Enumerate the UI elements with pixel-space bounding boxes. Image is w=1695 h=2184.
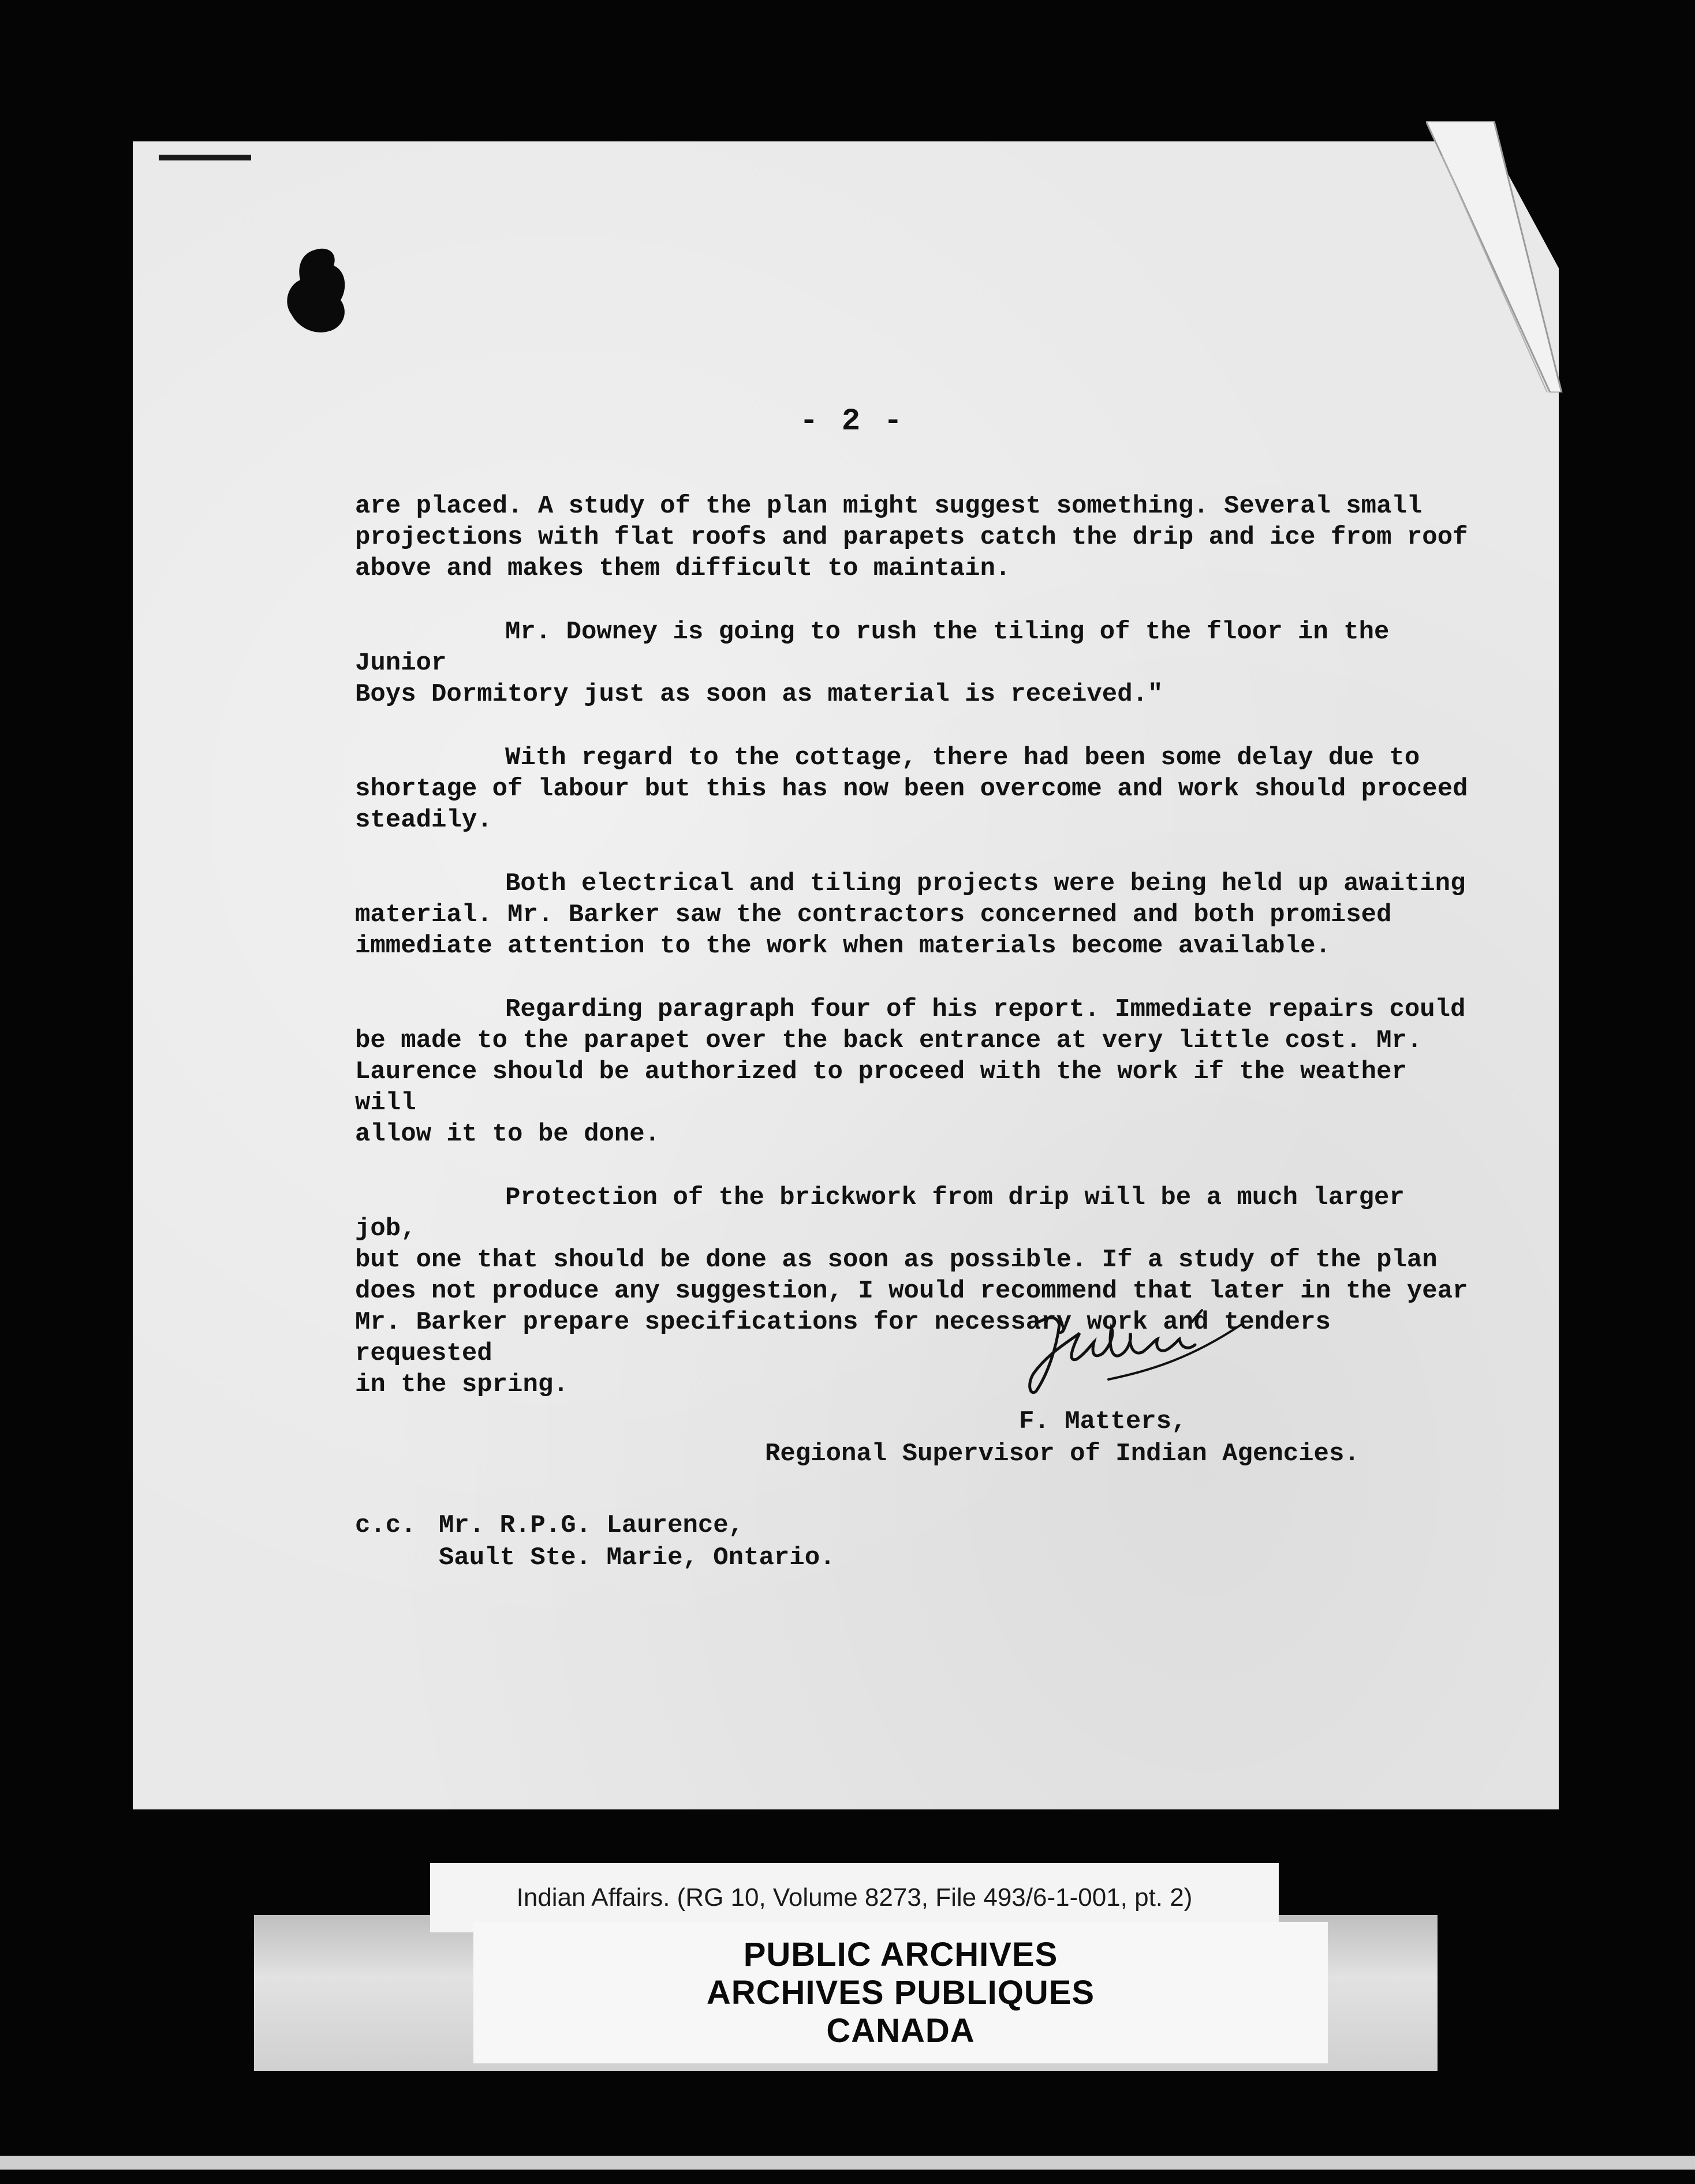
archive-stamp-line: CANADA [826, 2011, 975, 2050]
archive-stamp [473, 1922, 1328, 2063]
signatory-title: Regional Supervisor of Indian Agencies. [765, 1439, 1360, 1468]
letter-body [355, 491, 1469, 1433]
paragraph: Protection of the brickwork from drip will be a much larger job, but one that should be done as soon as possible. If a study of the plan does not produce any suggestion, I would recommend that later in the year Mr. Barker prepare specifications for necessary work and tenders requested in the spring. [355, 1183, 1468, 1399]
signatory-name: F. Matters, [1019, 1407, 1187, 1436]
signatory-block [765, 1405, 1360, 1470]
cc-address: Sault Ste. Marie, Ontario. [439, 1543, 835, 1572]
paragraph: Regarding paragraph four of his report. Immediate repairs could be made to the parapet over the back entrance at very little cost. Mr. Laurence should be authorized to proceed with the work if the weather will allow it to be done. [355, 995, 1466, 1149]
paragraph: are placed. A study of the plan might suggest something. Several small projections with flat roofs and parapets catch the drip and ice from roof above and makes them difficult to maintain. [355, 492, 1468, 583]
margin-dash-mark [159, 155, 251, 160]
cc-recipient: Mr. R.P.G. Laurence, [439, 1511, 744, 1540]
archive-reference-label: Indian Affairs. (RG 10, Volume 8273, File 493/6-1-001, pt. 2) [430, 1863, 1279, 1932]
paragraph: Both electrical and tiling projects were being held up awaiting material. Mr. Barker saw the contractors concerned and both promised immediate attention to the work when materials become available. [355, 869, 1466, 960]
archive-stamp-line: ARCHIVES PUBLIQUES [706, 1973, 1095, 2011]
film-edge [0, 2156, 1695, 2170]
carbon-copy-block [355, 1509, 835, 1574]
paragraph: Mr. Downey is going to rush the tiling of the floor in the Junior Boys Dormitory just as soon as material is received." [355, 618, 1390, 709]
paragraph: With regard to the cottage, there had been some delay due to shortage of labour but this has now been overcome and work should proceed steadily. [355, 743, 1468, 835]
folded-corner [1426, 121, 1565, 392]
page-number: - 2 - [800, 404, 905, 439]
handwritten-signature [1016, 1299, 1259, 1403]
archive-stamp-line: PUBLIC ARCHIVES [743, 1935, 1058, 1973]
cc-label: c.c. [355, 1511, 416, 1540]
ink-blot [283, 245, 352, 335]
